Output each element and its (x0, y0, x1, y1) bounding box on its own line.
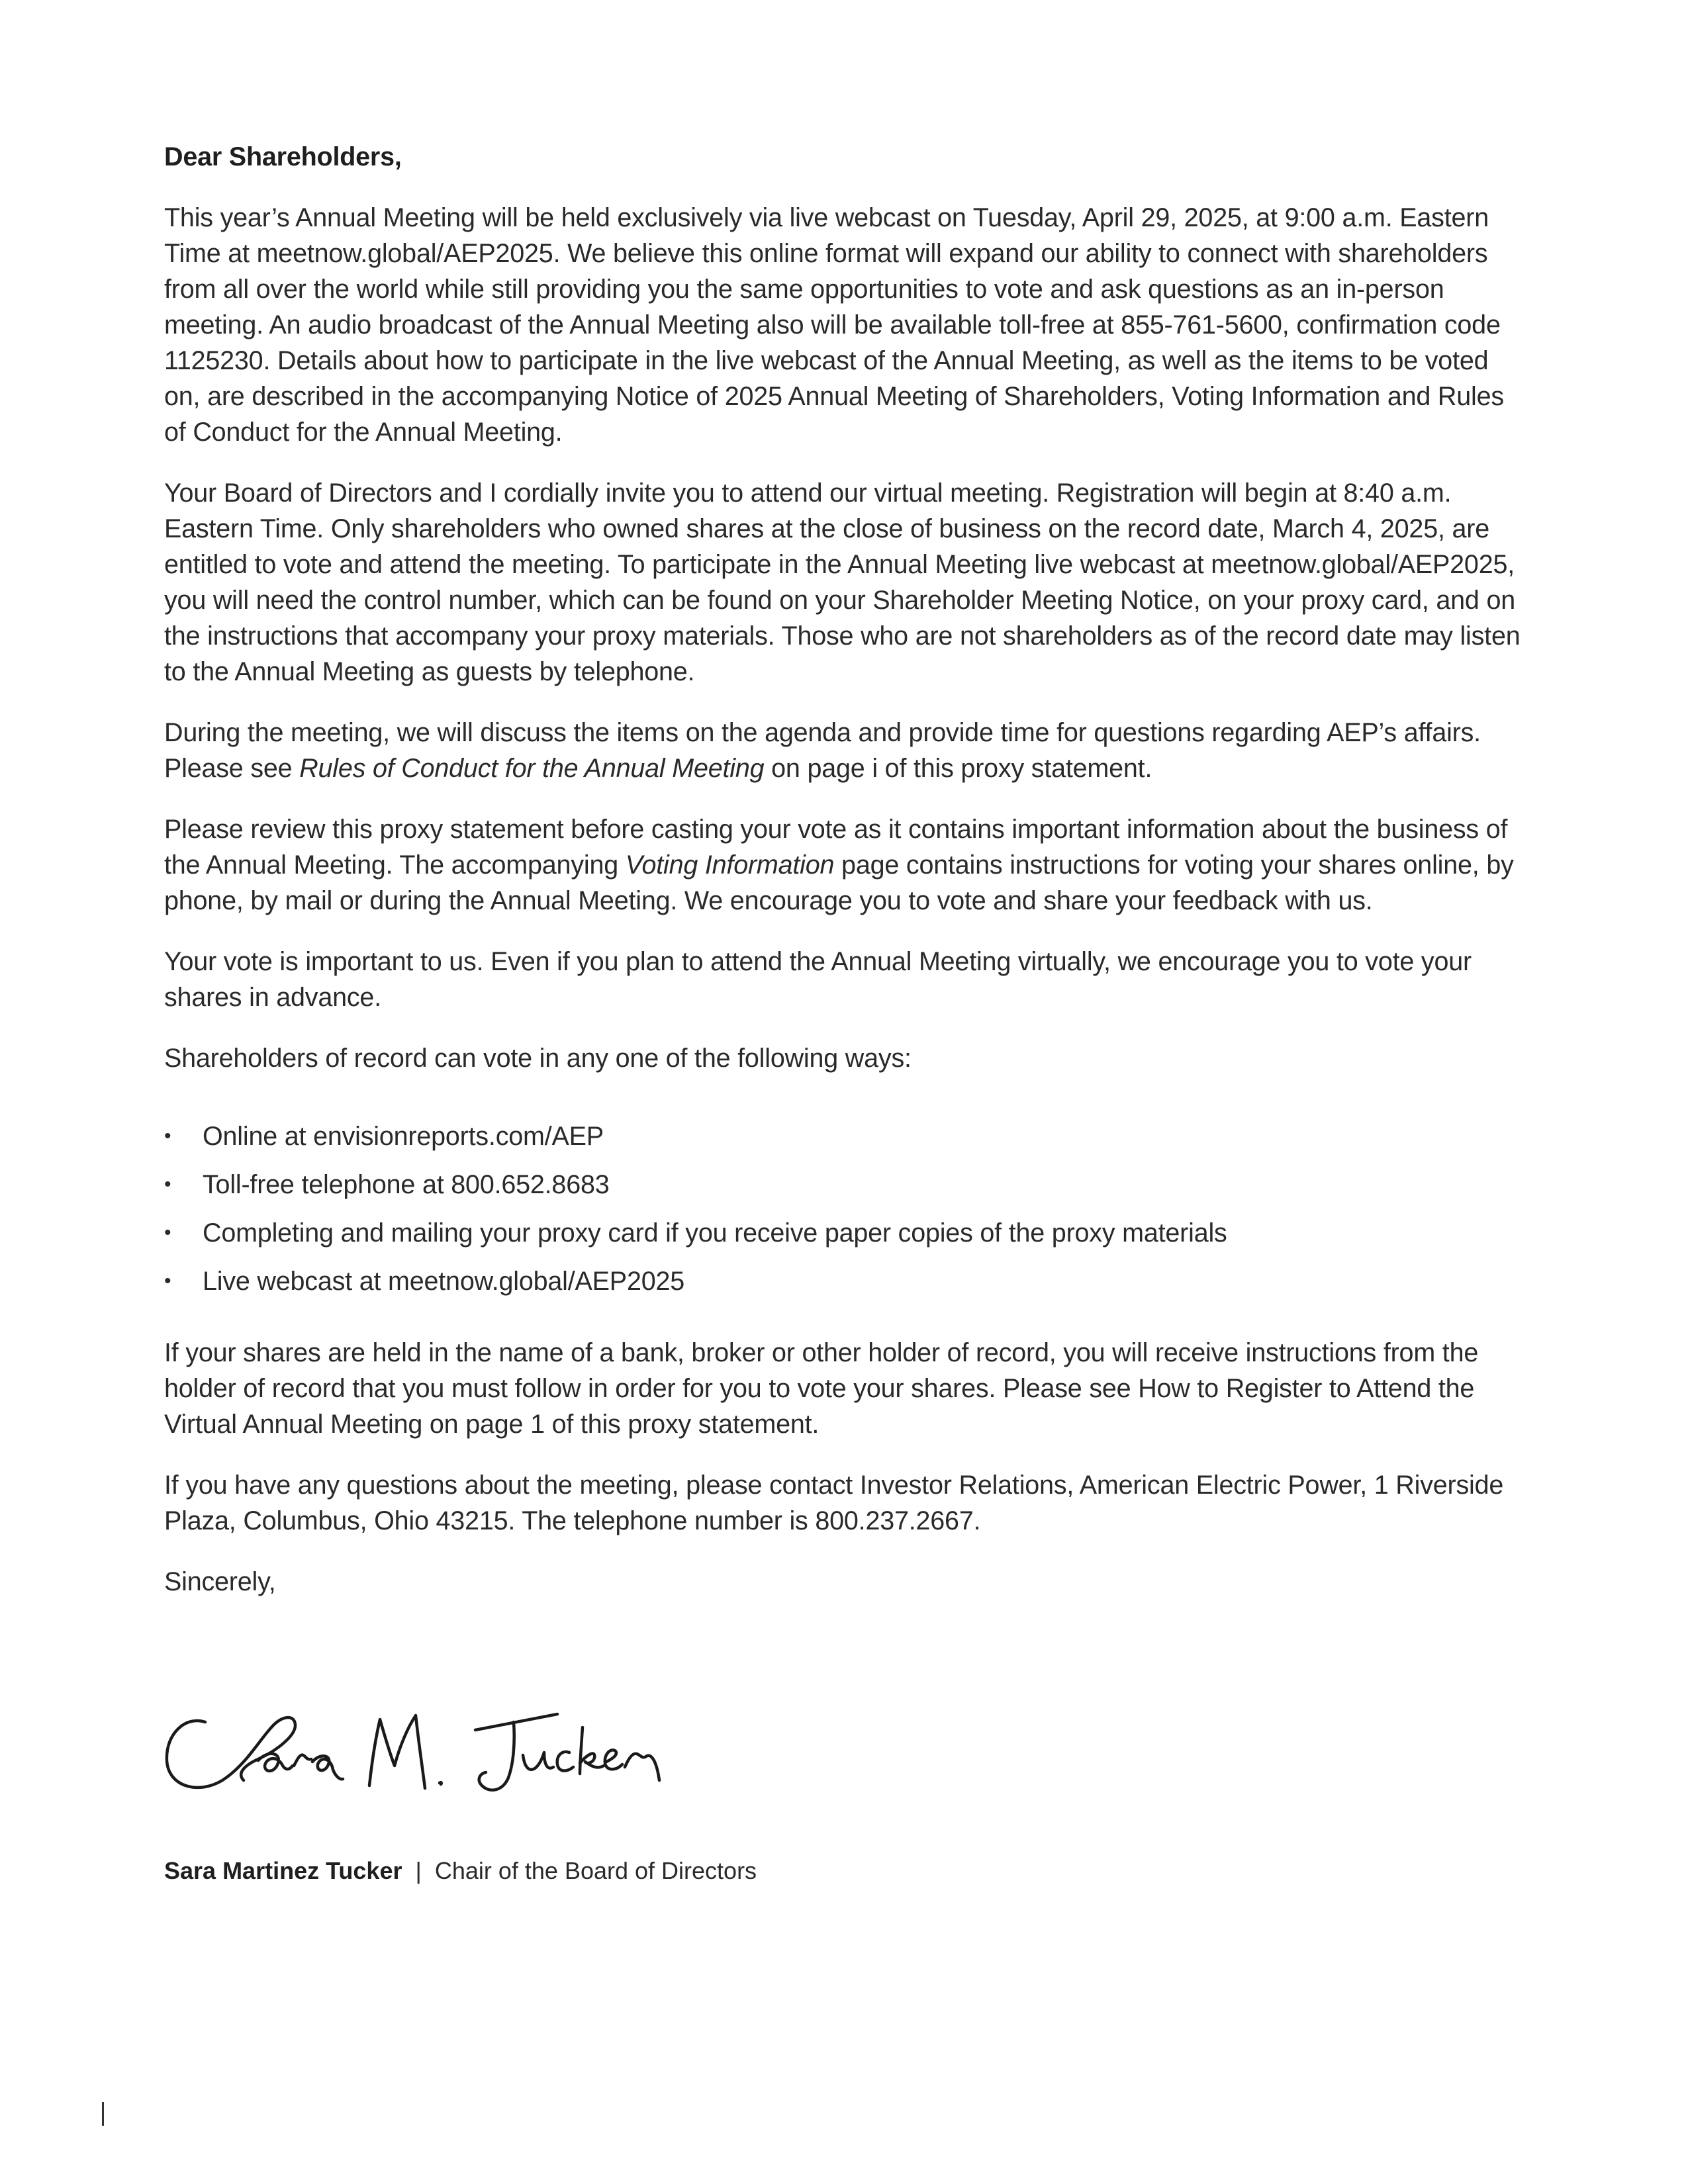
voting-information-reference: Voting Information (625, 850, 835, 880)
paragraph-vote-importance: Your vote is important to us. Even if you plan to attend the Annual Meeting virtually, we encourage you to vote your shares in advance. (164, 947, 1472, 1012)
list-item-text: Online at envisionreports.com/AEP (203, 1122, 604, 1151)
page-footer-rule (102, 2102, 104, 2126)
signatory-line (164, 1856, 757, 1886)
paragraph-voting-ways-intro: Shareholders of record can vote in any one of the following ways: (164, 1044, 912, 1073)
list-item-text: Completing and mailing your proxy card if you receive paper copies of the proxy materials (203, 1218, 1227, 1248)
signatory-title: Chair of the Board of Directors (434, 1857, 757, 1884)
bullet-icon: • (164, 1173, 171, 1195)
paragraph-agenda (164, 715, 1528, 786)
voting-ways-list (164, 1118, 1528, 1299)
signatory-separator: | (415, 1857, 422, 1884)
handwritten-signature (159, 1681, 688, 1807)
salutation: Dear Shareholders, (164, 142, 402, 171)
review-text-before: Please review this proxy statement before casting your vote as it contains important information about the business of the Annual Meeting. The accompanying (164, 815, 1508, 880)
agenda-text-after: on page i of this proxy statement. (764, 754, 1152, 783)
bullet-icon: • (164, 1270, 171, 1292)
list-item-text: Live webcast at meetnow.global/AEP2025 (203, 1267, 685, 1296)
paragraph-invitation: Your Board of Directors and I cordially invite you to attend our virtual meeting. Registration will begin at 8:40 a.m. Eastern Time. Only shareholders who owned shares at the close of business on the record date, March 4, 2025, are entitled to vote and attend the meeting. To participate in the Annual Meeting live webcast at meetnow.global/AEP2025, you will need the control number, which can be found on your Shareholder Meeting Notice, on your proxy card, and on the instructions that accompany your proxy materials. Those who are not shareholders as of the record date may listen to the Annual Meeting as guests by telephone. (164, 478, 1521, 686)
paragraph-street-name-holders: If your shares are held in the name of a bank, broker or other holder of record, you will receive instructions from the holder of record that you must follow in order for you to vote your shares. Please see How to Register to Attend the Virtual Annual Meeting on page 1 of this proxy statement. (164, 1338, 1479, 1439)
list-item (164, 1215, 1528, 1251)
rules-of-conduct-reference: Rules of Conduct for the Annual Meeting (299, 754, 765, 783)
review-text-after: page contains instructions for voting your shares online, by phone, by mail or during the Annual Meeting. We encourage you to vote and share your feedback with us. (164, 850, 1514, 915)
bullet-icon: • (164, 1222, 171, 1244)
letter-body (164, 139, 1528, 1625)
list-item-text: Toll-free telephone at 800.652.8683 (203, 1170, 610, 1199)
list-item (164, 1167, 1528, 1203)
signatory-name: Sara Martinez Tucker (164, 1857, 402, 1884)
paragraph-meeting-details: This year’s Annual Meeting will be held exclusively via live webcast on Tuesday, April 29, 2025, at 9:00 a.m. Eastern Time at meetnow.global/AEP2025. We believe this online format will expand our ability to connect with shareholders from all over the world while still providing you the same opportunities to vote and ask questions as an in-person meeting. An audio broadcast of the Annual Meeting also will be available toll-free at 855-761-5600, confirmation code 1125230. Details about how to participate in the live webcast of the Annual Meeting, as well as the items to be voted on, are described in the accompanying Notice of 2025 Annual Meeting of Shareholders, Voting Information and Rules of Conduct for the Annual Meeting. (164, 203, 1504, 447)
list-item (164, 1263, 1528, 1299)
closing: Sincerely, (164, 1567, 276, 1596)
agenda-text-before: During the meeting, we will discuss the items on the agenda and provide time for questions regarding AEP’s affairs. Please see (164, 718, 1481, 783)
bullet-icon: • (164, 1125, 171, 1147)
paragraph-contact: If you have any questions about the meeting, please contact Investor Relations, American Electric Power, 1 Riverside Plaza, Columbus, Ohio 43215. The telephone number is 800.237.2667. (164, 1471, 1504, 1535)
paragraph-review (164, 811, 1528, 919)
list-item (164, 1118, 1528, 1154)
